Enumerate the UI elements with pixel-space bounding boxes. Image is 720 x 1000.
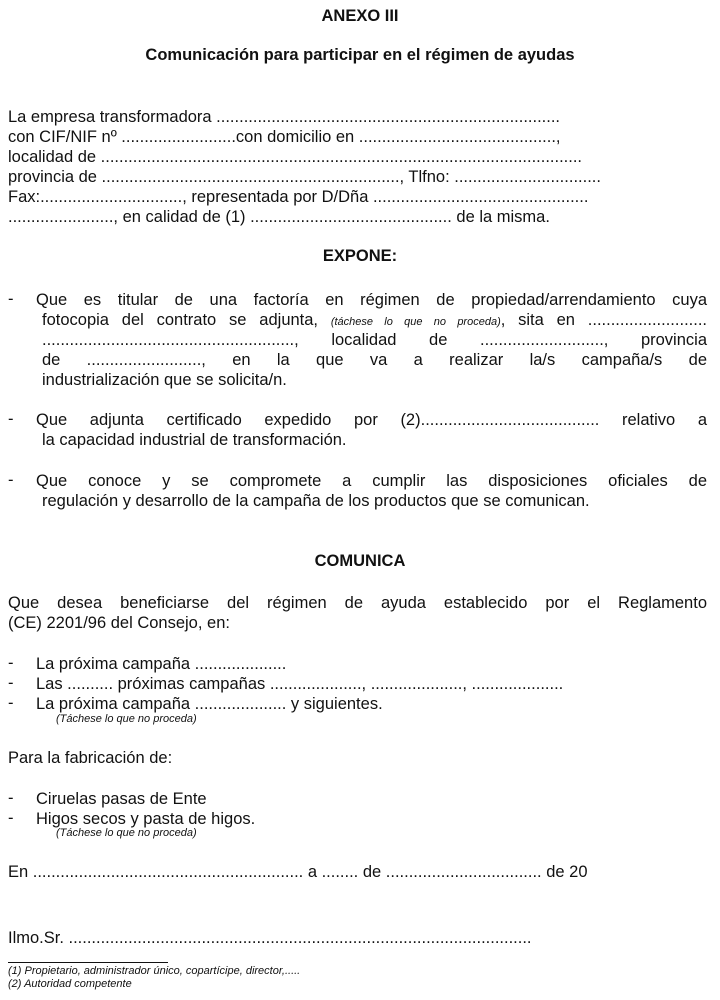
footnote-divider [8, 962, 168, 963]
expone-line: Que es titular de una factoría en régimen de propiedad/arrendamiento cuya [36, 291, 707, 309]
comunica-intro-line: Que desea beneficiarse del régimen de ayuda establecido por el Reglamento [8, 594, 707, 612]
comunica-intro-line: (CE) 2201/96 del Consejo, en: [8, 614, 230, 632]
company-line: La empresa transformadora ........................................................................... [8, 108, 561, 126]
page-title: ANEXO III [321, 7, 399, 25]
bullet-marker: - [8, 290, 14, 308]
footnote: (2) Autoridad competente [8, 978, 132, 990]
product-option: Higos secos y pasta de higos. [36, 810, 256, 828]
company-line: con CIF/NIF nº .........................con domicilio en ..........................................., [8, 128, 561, 146]
bullet-marker: - [8, 410, 14, 428]
bullet-marker: - [8, 471, 14, 489]
bullet-marker: - [8, 789, 14, 807]
expone-line: Que adjunta certificado expedido por (2)....................................... relativo a [36, 411, 707, 429]
footnote: (1) Propietario, administrador único, copartícipe, director,..... [8, 965, 301, 977]
expone-line: ......................................................., localidad de ..........................., provincia [42, 331, 707, 349]
page-subtitle: Comunicación para participar en el régimen de ayudas [145, 46, 575, 64]
expone-fragment: , sita en .......................... [500, 311, 707, 329]
expone-line: Que conoce y se compromete a cumplir las disposiciones oficiales de [36, 472, 707, 490]
campaign-note: (Táchese lo que no proceda) [56, 713, 197, 725]
strike-note: (táchese lo que no proceda) [330, 316, 501, 328]
campaign-option: La próxima campaña .................... y siguientes. [36, 695, 383, 713]
expone-line: industrialización que se solicita/n. [42, 371, 287, 389]
product-note: (Táchese lo que no proceda) [56, 827, 197, 839]
comunica-heading: COMUNICA [314, 552, 406, 570]
campaign-option: La próxima campaña .................... [36, 655, 287, 673]
company-line: localidad de ......................................................................................................... [8, 148, 582, 166]
bullet-marker: - [8, 694, 14, 712]
date-line: En ........................................................... a ........ de .................................. de 20 [8, 863, 588, 881]
fabrication-intro: Para la fabricación de: [8, 749, 173, 767]
company-line: ......................., en calidad de (1) ............................................ de la misma. [8, 208, 550, 226]
bullet-marker: - [8, 809, 14, 827]
addressee-line: Ilmo.Sr. ..................................................................................................... [8, 929, 532, 947]
bullet-marker: - [8, 654, 14, 672]
company-line: provincia de ................................................................., Tlfno: ................................ [8, 168, 601, 186]
expone-line: regulación y desarrollo de la campaña de los productos que se comunican. [42, 492, 590, 510]
expone-line: de ........................., en la que va a realizar la/s campaña/s de [42, 351, 707, 369]
product-option: Ciruelas pasas de Ente [36, 790, 207, 808]
bullet-marker: - [8, 674, 14, 692]
campaign-option: Las .......... próximas campañas ...................., ...................., .................... [36, 675, 564, 693]
expone-heading: EXPONE: [322, 247, 398, 265]
expone-line [42, 310, 707, 332]
expone-line: la capacidad industrial de transformación. [42, 431, 347, 449]
expone-fragment: fotocopia del contrato se adjunta, [42, 311, 331, 329]
company-line: Fax:..............................., representada por D/Dña ............................................... [8, 188, 589, 206]
